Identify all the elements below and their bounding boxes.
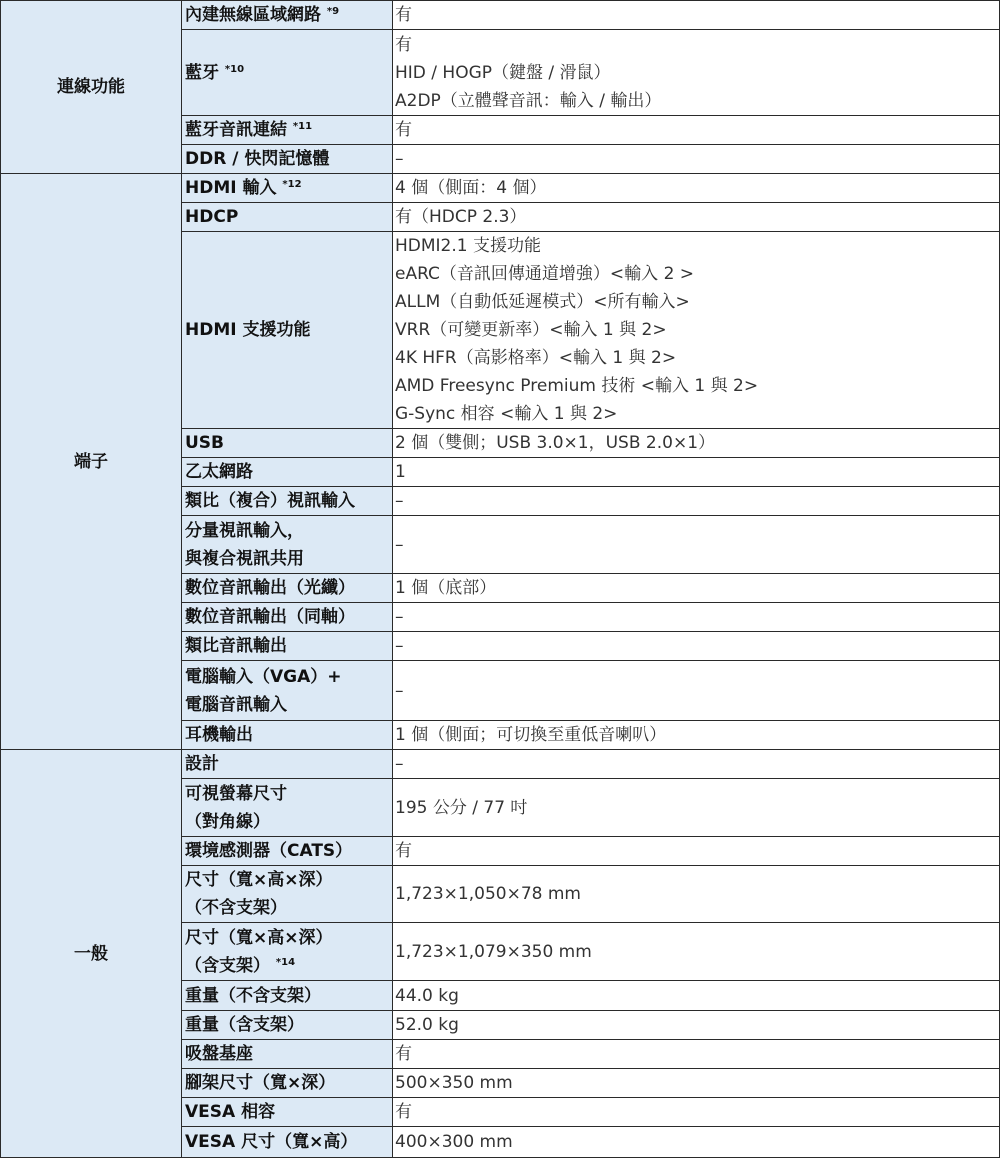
spec-value xyxy=(393,837,1000,866)
spec-value xyxy=(393,632,1000,661)
spec-label xyxy=(182,750,393,779)
spec-label xyxy=(182,981,393,1011)
spec-value-line: 1,723×1,050×78 mm xyxy=(395,884,581,904)
spec-label-line: 電腦音訊輸入 xyxy=(185,694,287,715)
spec-label-line: 尺寸（寬×高×深） xyxy=(185,927,333,948)
spec-label xyxy=(182,203,393,232)
spec-label-line: VESA 相容 xyxy=(185,1102,276,1122)
spec-value-line: 有 xyxy=(395,34,412,55)
spec-value-line: HID / HOGP（鍵盤 / 滑鼠） xyxy=(395,62,611,83)
spec-label-line: 吸盤基座 xyxy=(185,1044,253,1064)
spec-label xyxy=(182,661,393,721)
spec-value-line: 1 個（側面；可切換至重低音喇叭） xyxy=(395,725,667,745)
spec-label-line: （不含支架） xyxy=(185,898,287,918)
spec-label xyxy=(182,837,393,866)
spec-value xyxy=(393,923,1000,981)
spec-label-line: 乙太網路 xyxy=(185,462,253,482)
spec-value-line: HDMI2.1 支援功能 xyxy=(395,236,541,256)
spec-value-line: 44.0 kg xyxy=(395,985,459,1006)
spec-label-line: 數位音訊輸出（同軸） xyxy=(185,607,355,627)
spec-label-line: 可視螢幕尺寸 xyxy=(185,783,287,804)
spec-value xyxy=(393,1127,1000,1158)
spec-label-line: 電腦輸入（VGA）+ xyxy=(185,666,342,687)
spec-label-line: USB xyxy=(185,433,225,453)
spec-table-body xyxy=(1,1,1000,1158)
spec-value xyxy=(393,203,1000,232)
spec-label-line: 分量視訊輸入， xyxy=(185,520,304,541)
spec-label xyxy=(182,30,393,116)
spec-label-line: 數位音訊輸出（光纖） xyxy=(185,578,355,598)
spec-value-line: – xyxy=(395,149,404,169)
spec-value-line: 195 公分 / 77 吋 xyxy=(395,797,528,818)
spec-value xyxy=(393,661,1000,721)
spec-value-line: 1 xyxy=(395,462,406,482)
spec-value-line: – xyxy=(395,607,404,627)
spec-label xyxy=(182,174,393,203)
spec-value xyxy=(393,487,1000,516)
spec-row xyxy=(1,750,1000,779)
spec-label xyxy=(182,116,393,145)
spec-value xyxy=(393,1069,1000,1098)
spec-value-line: 有 xyxy=(395,1102,412,1122)
spec-value-line: G-Sync 相容 <輸入 1 與 2> xyxy=(395,404,618,424)
spec-label xyxy=(182,1127,393,1158)
spec-value-line: – xyxy=(395,491,404,511)
spec-value xyxy=(393,30,1000,116)
section-category: 連線功能 xyxy=(1,1,182,174)
spec-value-line: 4 個（側面：4 個） xyxy=(395,178,547,198)
spec-label-line: 內建無線區域網路 $^{*9}$ xyxy=(185,5,340,25)
section-category: 端子 xyxy=(1,174,182,750)
spec-value xyxy=(393,174,1000,203)
spec-value-line: 4K HFR（高影格率）<輸入 1 與 2> xyxy=(395,348,677,368)
spec-label-line: VESA 尺寸（寬×高） xyxy=(185,1132,358,1152)
spec-value-line: 400×300 mm xyxy=(395,1132,513,1152)
spec-value xyxy=(393,232,1000,429)
spec-value xyxy=(393,603,1000,632)
spec-label xyxy=(182,923,393,981)
spec-value xyxy=(393,1040,1000,1069)
spec-label-line: 尺寸（寬×高×深） xyxy=(185,870,333,890)
spec-label-line: DDR / 快閃記憶體 xyxy=(185,149,330,169)
spec-value-line: 有 xyxy=(395,120,412,140)
spec-label xyxy=(182,1011,393,1040)
spec-value xyxy=(393,516,1000,574)
footnote-marker: *14 xyxy=(275,956,296,968)
spec-value-line: A2DP（立體聲音訊：輸入 / 輸出） xyxy=(395,90,662,111)
spec-label-line: 重量（不含支架） xyxy=(185,985,321,1006)
spec-value xyxy=(393,1011,1000,1040)
spec-label xyxy=(182,574,393,603)
spec-value-line: VRR（可變更新率）<輸入 1 與 2> xyxy=(395,320,667,340)
spec-value-line: 有 xyxy=(395,1044,412,1064)
spec-value xyxy=(393,866,1000,923)
spec-label xyxy=(182,232,393,429)
spec-value xyxy=(393,779,1000,837)
spec-label-line: 類比（複合）視訊輸入 xyxy=(185,491,355,511)
spec-value xyxy=(393,721,1000,750)
spec-label-line: （含支架） $^{*14}$ xyxy=(185,955,296,976)
spec-label xyxy=(182,145,393,174)
spec-label-line: 藍牙 $^{*10}$ xyxy=(185,62,245,83)
spec-value-line: 1,723×1,079×350 mm xyxy=(395,941,592,962)
spec-value-line: AMD Freesync Premium 技術 <輸入 1 與 2> xyxy=(395,376,759,396)
spec-label-line: HDMI 支援功能 xyxy=(185,320,311,340)
spec-value xyxy=(393,145,1000,174)
spec-label xyxy=(182,429,393,458)
spec-value-line: 有 xyxy=(395,5,412,25)
spec-label xyxy=(182,866,393,923)
spec-label-line: 與複合視訊共用 xyxy=(185,548,304,569)
spec-label xyxy=(182,1,393,30)
spec-label xyxy=(182,1098,393,1127)
spec-value xyxy=(393,750,1000,779)
spec-label xyxy=(182,516,393,574)
spec-row xyxy=(1,1,1000,30)
spec-value-line: – xyxy=(395,754,404,774)
spec-value xyxy=(393,458,1000,487)
spec-label xyxy=(182,632,393,661)
spec-label xyxy=(182,603,393,632)
spec-label xyxy=(182,1069,393,1098)
spec-label-line: 重量（含支架） xyxy=(185,1015,304,1035)
spec-label xyxy=(182,779,393,837)
spec-value xyxy=(393,1,1000,30)
spec-value-line: 500×350 mm xyxy=(395,1073,513,1093)
spec-value-line: 有（HDCP 2.3） xyxy=(395,207,527,227)
section-category: 一般 xyxy=(1,750,182,1158)
footnote-marker: *12 xyxy=(282,179,302,190)
spec-value xyxy=(393,429,1000,458)
spec-label-line: 設計 xyxy=(185,754,219,774)
spec-value-line: 有 xyxy=(395,841,412,861)
footnote-marker: *9 xyxy=(326,6,340,17)
spec-value-line: eARC（音訊回傳通道增強）<輸入 2 > xyxy=(395,264,695,284)
spec-label xyxy=(182,721,393,750)
spec-label xyxy=(182,458,393,487)
spec-label-line: 藍牙音訊連結 $^{*11}$ xyxy=(185,120,313,140)
spec-value xyxy=(393,1098,1000,1127)
spec-label-line: 腳架尺寸（寬×深） xyxy=(185,1073,336,1093)
spec-label-line: HDCP xyxy=(185,207,239,227)
spec-label xyxy=(182,1040,393,1069)
footnote-marker: *10 xyxy=(224,63,245,75)
spec-value-line: 2 個（雙側；USB 3.0×1，USB 2.0×1） xyxy=(395,433,716,453)
spec-label-line: 耳機輸出 xyxy=(185,725,253,745)
spec-label-line: HDMI 輸入 $^{*12}$ xyxy=(185,178,302,198)
spec-value-line: – xyxy=(395,636,404,656)
spec-value-line: ALLM（自動低延遲模式）<所有輸入> xyxy=(395,292,690,312)
spec-label-line: （對角線） xyxy=(185,811,270,832)
footnote-marker: *11 xyxy=(292,121,313,132)
spec-value xyxy=(393,574,1000,603)
spec-value-line: – xyxy=(395,680,404,701)
spec-value-line: 52.0 kg xyxy=(395,1015,459,1035)
spec-label-line: 環境感測器（CATS） xyxy=(185,841,353,861)
spec-value-line: 1 個（底部） xyxy=(395,578,497,598)
spec-value xyxy=(393,116,1000,145)
spec-label-line: 類比音訊輸出 xyxy=(185,636,287,656)
spec-value-line: – xyxy=(395,534,404,555)
spec-value xyxy=(393,981,1000,1011)
spec-row xyxy=(1,174,1000,203)
spec-label xyxy=(182,487,393,516)
